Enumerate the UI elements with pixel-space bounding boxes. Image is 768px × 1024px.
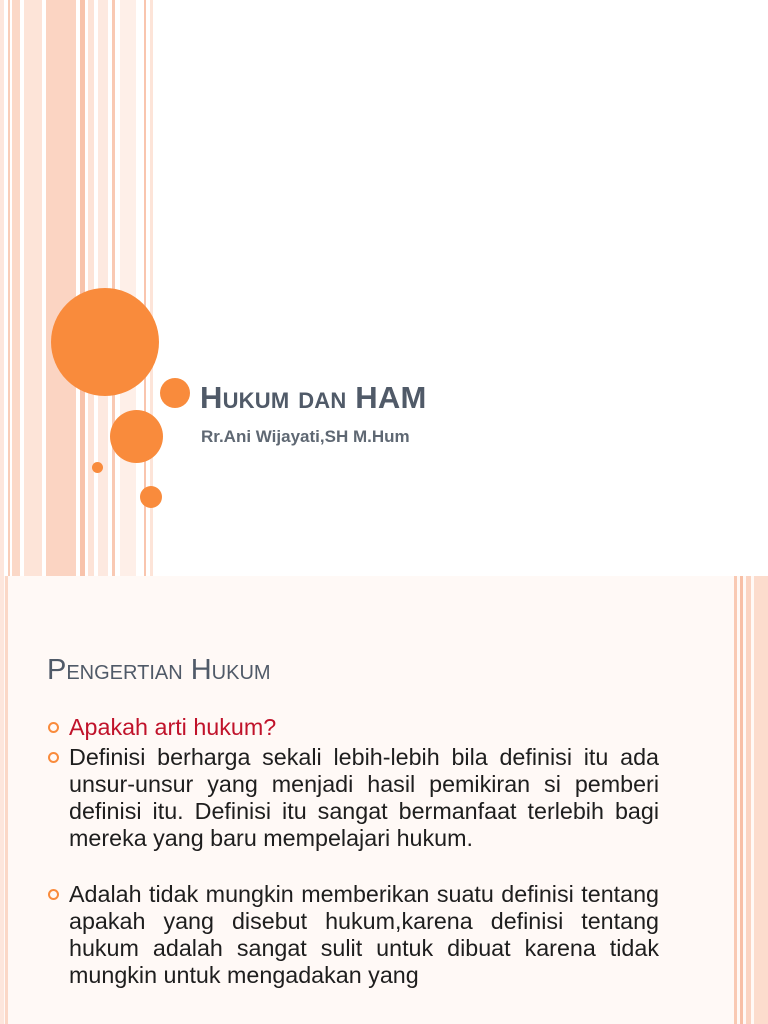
decor-stripe: [46, 0, 76, 576]
decor-stripe: [8, 0, 10, 576]
decor-stripe: [5, 576, 8, 1024]
decor-stripe: [24, 0, 42, 576]
decor-stripe: [0, 0, 4, 576]
decor-stripe: [734, 576, 737, 1024]
decor-circle-large: [51, 288, 159, 396]
decor-circle-small: [140, 486, 162, 508]
decor-stripe: [12, 0, 20, 576]
decor-stripe: [746, 576, 751, 1024]
section-title: Pengertian Hukum: [47, 654, 271, 686]
bullet-ring-icon: [48, 889, 59, 900]
list-item: Adalah tidak mungkin memberikan suatu definisi tentang apakah yang disebut hukum,karena definisi tentang hukum adalah sangat sulit untuk dibuat karena tidak mungkin untuk mengadakan yang: [47, 881, 659, 989]
decor-stripe: [88, 0, 94, 576]
decor-stripe: [80, 0, 85, 576]
decor-circle-tiny: [92, 462, 103, 473]
decor-circle-small: [160, 378, 190, 408]
list-item: Apakah arti hukum?: [47, 714, 659, 741]
decor-stripe: [740, 576, 743, 1024]
decor-stripe: [120, 0, 136, 576]
decor-stripe: [0, 576, 4, 1024]
bullet-ring-icon: [48, 722, 59, 733]
decor-stripe: [754, 576, 768, 1024]
bullet-list: [47, 714, 659, 989]
list-item: Definisi berharga sekali lebih-lebih bila definisi itu ada unsur-unsur yang menjadi hasil pemikiran si pemberi definisi itu. Definisi itu sangat bermanfaat terlebih bagi mereka yang baru mempelajari hukum.: [47, 744, 659, 852]
bullet-ring-icon: [48, 752, 59, 763]
content-slide: [0, 576, 768, 1024]
presentation-title: Hukum dan HAM: [200, 380, 427, 415]
presentation-author: Rr.Ani Wijayati,SH M.Hum: [201, 427, 410, 446]
decor-circle-medium: [110, 410, 163, 463]
